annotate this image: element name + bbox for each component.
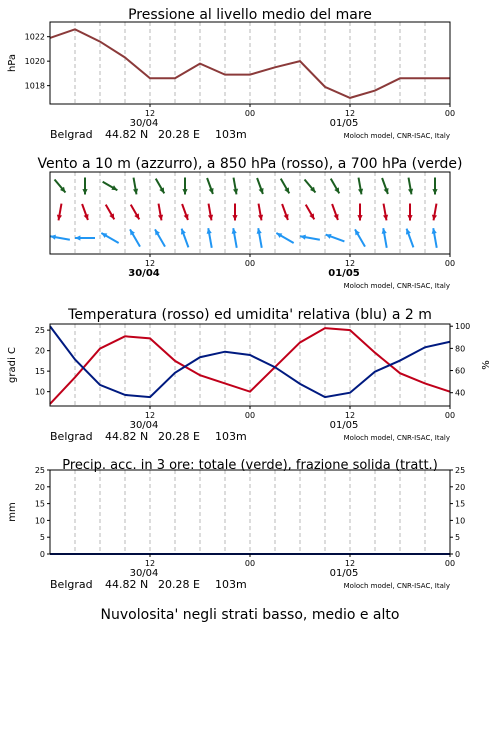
chart-title: Nuvolosita' negli strati basso, medio e alto <box>100 607 400 623</box>
x-tick-label: 00 <box>444 259 456 268</box>
y-right-tick-label: 100 <box>455 322 471 332</box>
y-tick-label: 20 <box>34 346 45 356</box>
x-tick-label: 00 <box>444 109 456 118</box>
wind-arrow-head <box>326 234 332 239</box>
wind-arrow-head <box>259 188 264 194</box>
x-tick-label: 00 <box>244 411 256 420</box>
wind-arrow-head <box>75 235 80 240</box>
x-tick-label: 12 <box>344 109 356 118</box>
chart-title: Temperatura (rosso) ed umidita' relativa (blu) a 2 m <box>68 307 432 323</box>
wind-arrow-head <box>384 188 389 194</box>
model-credit: Moloch model, CNR-ISAC, Italy <box>343 434 450 442</box>
model-credit: Moloch model, CNR-ISAC, Italy <box>343 282 450 290</box>
wind-arrow-head <box>184 214 189 220</box>
date-label: 01/05 <box>329 568 359 579</box>
x-tick-label: 12 <box>144 411 156 420</box>
model-credit: Moloch model, CNR-ISAC, Italy <box>343 582 450 590</box>
model-credit: Moloch model, CNR-ISAC, Italy <box>343 132 450 140</box>
x-tick-label: 12 <box>344 259 356 268</box>
date-label: 30/04 <box>129 420 159 431</box>
wind-arrow-head <box>407 215 412 220</box>
y-right-tick-label: 5 <box>455 533 461 543</box>
location-city: Belgrad <box>50 430 93 443</box>
wind-arrow-head <box>284 214 289 220</box>
y-axis-label: mm <box>7 502 18 522</box>
x-tick-label: 12 <box>344 411 356 420</box>
wind-arrow-head <box>182 189 187 194</box>
location-lon: 20.28 E <box>158 578 200 591</box>
y-right-tick-label: 20 <box>455 482 466 492</box>
y-tick-label: 0 <box>39 550 45 559</box>
wind-arrow-head <box>432 189 437 194</box>
x-tick-label: 12 <box>144 559 156 568</box>
location-lat: 44.82 N <box>105 578 149 591</box>
x-tick-label: 12 <box>144 259 156 268</box>
y-right-axis-label: % <box>481 360 492 370</box>
date-label: 30/04 <box>128 268 160 279</box>
wind-arrow-head <box>232 215 237 220</box>
y-axis-label: hPa <box>7 53 18 73</box>
x-tick-label: 00 <box>244 109 256 118</box>
wind-arrow-head <box>82 189 87 194</box>
y-right-tick-label: 60 <box>455 366 466 376</box>
y-tick-label: 1020 <box>24 57 45 67</box>
location-alt: 103m <box>215 578 247 591</box>
y-tick-label: 5 <box>39 533 45 543</box>
wind-arrow-head <box>334 214 339 220</box>
date-label: 30/04 <box>129 118 159 129</box>
location-alt: 103m <box>215 128 247 141</box>
y-tick-label: 25 <box>34 326 45 336</box>
wind-arrow-head <box>181 229 186 235</box>
date-label: 01/05 <box>329 118 359 129</box>
y-tick-label: 15 <box>34 499 45 509</box>
chart-title: Pressione al livello medio del mare <box>128 7 372 23</box>
location-city: Belgrad <box>50 578 93 591</box>
x-tick-label: 00 <box>444 559 456 568</box>
y-right-tick-label: 0 <box>455 550 461 559</box>
chart-title: Precip. acc. in 3 ore: totale (verde), frazione solida (tratt.) <box>62 458 438 473</box>
wind-arrow-head <box>209 188 214 194</box>
y-tick-label: 10 <box>34 516 45 526</box>
y-tick-label: 1018 <box>24 81 45 91</box>
x-tick-label: 00 <box>244 559 256 568</box>
wind-arrow-head <box>406 229 411 235</box>
x-tick-label: 00 <box>244 259 256 268</box>
date-label: 01/05 <box>329 420 359 431</box>
location-lat: 44.82 N <box>105 430 149 443</box>
x-tick-label: 00 <box>444 411 456 420</box>
location-alt: 103m <box>215 430 247 443</box>
date-label: 30/04 <box>129 568 159 579</box>
y-tick-label: 10 <box>34 387 45 397</box>
y-right-tick-label: 40 <box>455 388 466 398</box>
y-axis-label: gradi C <box>7 347 18 383</box>
plot-frame <box>50 22 450 104</box>
location-lon: 20.28 E <box>158 128 200 141</box>
y-tick-label: 25 <box>34 466 45 475</box>
location-lon: 20.28 E <box>158 430 200 443</box>
x-tick-label: 12 <box>344 559 356 568</box>
x-tick-label: 12 <box>144 109 156 118</box>
wind-arrow-head <box>357 215 362 220</box>
y-tick-label: 15 <box>34 367 45 377</box>
y-tick-label: 1022 <box>24 32 45 42</box>
y-right-tick-label: 10 <box>455 516 466 526</box>
y-right-tick-label: 15 <box>455 499 466 509</box>
location-lat: 44.82 N <box>105 128 149 141</box>
y-right-tick-label: 80 <box>455 344 466 354</box>
wind-arrow-head <box>84 214 89 220</box>
y-right-tick-label: 25 <box>455 466 466 475</box>
location-city: Belgrad <box>50 128 93 141</box>
y-tick-label: 20 <box>34 482 45 492</box>
date-label: 01/05 <box>328 268 360 279</box>
chart-title: Vento a 10 m (azzurro), a 850 hPa (rosso), a 700 hPa (verde) <box>37 156 463 172</box>
